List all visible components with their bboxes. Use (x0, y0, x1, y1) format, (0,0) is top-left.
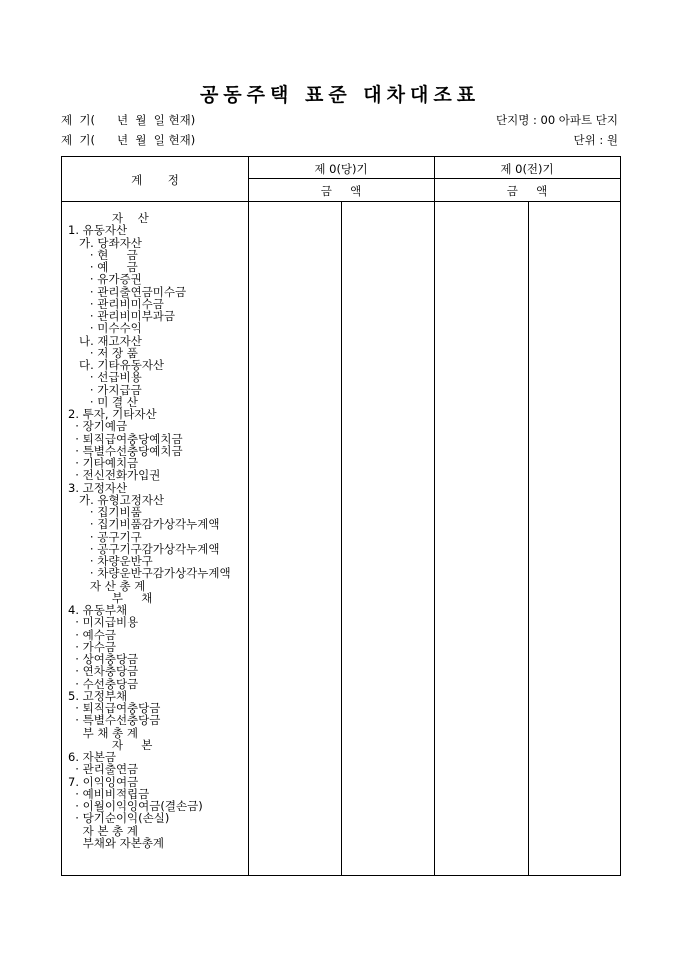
account-item: · 차량운반구 (68, 554, 153, 568)
account-item: 부 채 (68, 590, 153, 605)
account-item: · 가수금 (68, 639, 116, 654)
account-item: 가. 당좌자산 (68, 235, 142, 250)
account-item: 2. 투자, 기타자산 (68, 407, 157, 421)
row-divider (248, 178, 620, 179)
account-item: · 예수금 (68, 627, 116, 642)
account-item: 4. 유동부채 (68, 603, 128, 617)
complex-name: 단지명 : 00 아파트 단지 (495, 113, 618, 127)
account-item: 3. 고정자산 (68, 480, 128, 495)
account-item: · 퇴직급여충당금 (68, 701, 161, 715)
account-list (68, 212, 231, 849)
account-item: 다. 기타유동자산 (68, 358, 165, 372)
account-header: 계 정 (131, 173, 179, 187)
account-item: · 상여충당금 (68, 652, 139, 666)
previous-period-header: 제 0(전)기 (500, 162, 554, 176)
account-item: 자 산 (68, 211, 149, 225)
current-amount-label: 금 액 (320, 184, 362, 198)
account-item: 6. 자본금 (68, 750, 116, 764)
account-item: 1. 유동자산 (68, 223, 128, 238)
column-divider (434, 157, 435, 875)
account-item: 7. 이익잉여금 (68, 774, 139, 789)
account-item: · 이월이익잉여금(결손금) (68, 799, 203, 813)
account-item: · 특별수선충당금 (68, 713, 161, 728)
account-item: · 관리비미수금 (68, 296, 164, 311)
account-item: · 미 결 산 (68, 394, 138, 409)
column-divider (341, 201, 342, 875)
account-item: 부채와 자본총계 (68, 835, 165, 850)
account-item: · 관리출연금 (68, 762, 139, 777)
account-item: 부 채 총 계 (68, 725, 139, 740)
account-item: · 기타예치금 (68, 456, 139, 470)
account-item: · 집기비품감가상각누계액 (68, 517, 220, 532)
account-item: · 퇴직급여충당예치금 (68, 431, 183, 446)
balance-sheet-table (61, 156, 621, 876)
account-item: · 공구기구감가상각누계액 (68, 541, 220, 556)
account-item: · 수선충당금 (68, 676, 139, 691)
account-item: · 가지급금 (68, 382, 142, 397)
account-item: · 저 장 품 (68, 345, 138, 360)
account-item: · 장기예금 (68, 419, 128, 434)
column-divider (528, 201, 529, 875)
account-item: 자 산 총 계 (68, 578, 146, 593)
account-item: · 선급비용 (68, 370, 142, 385)
account-item: · 전신전화가입권 (68, 468, 161, 483)
account-item: · 집기비품 (68, 505, 142, 519)
current-period-header: 제 0(당)기 (314, 162, 368, 176)
account-item: · 차량운반구감가상각누계액 (68, 566, 231, 581)
account-item: · 공구기구 (68, 529, 142, 544)
account-item: 자 본 (68, 737, 153, 752)
account-item: · 당기순이익(손실) (68, 811, 170, 826)
account-item: 자 본 총 계 (68, 823, 139, 838)
account-item: · 예비비적립금 (68, 786, 150, 801)
account-item: · 관리비미부과금 (68, 309, 176, 323)
period-current: 제 기( 년 월 일 현재) (61, 113, 196, 127)
account-item: · 예 금 (68, 260, 138, 274)
account-item: · 특별수선충당예치금 (68, 443, 183, 458)
previous-amount-label: 금 액 (506, 184, 548, 198)
account-item: · 미지급비용 (68, 615, 139, 630)
account-item: 나. 재고자산 (68, 333, 142, 348)
period-previous: 제 기( 년 월 일 현재) (61, 133, 196, 147)
account-item: · 현 금 (68, 247, 138, 262)
unit-label: 단위 : 원 (573, 133, 618, 147)
column-divider (248, 157, 249, 875)
account-item: · 미수수익 (68, 321, 142, 336)
account-item: 5. 고정부채 (68, 688, 128, 703)
account-item: · 관리출연금미수금 (68, 284, 187, 299)
account-item: · 연차충당금 (68, 664, 139, 679)
account-item: 가. 유형고정자산 (68, 492, 165, 507)
document-title: 공동주택 표준 대차대조표 (199, 84, 481, 106)
header-divider (62, 201, 620, 202)
account-item: · 유가증권 (68, 272, 142, 287)
